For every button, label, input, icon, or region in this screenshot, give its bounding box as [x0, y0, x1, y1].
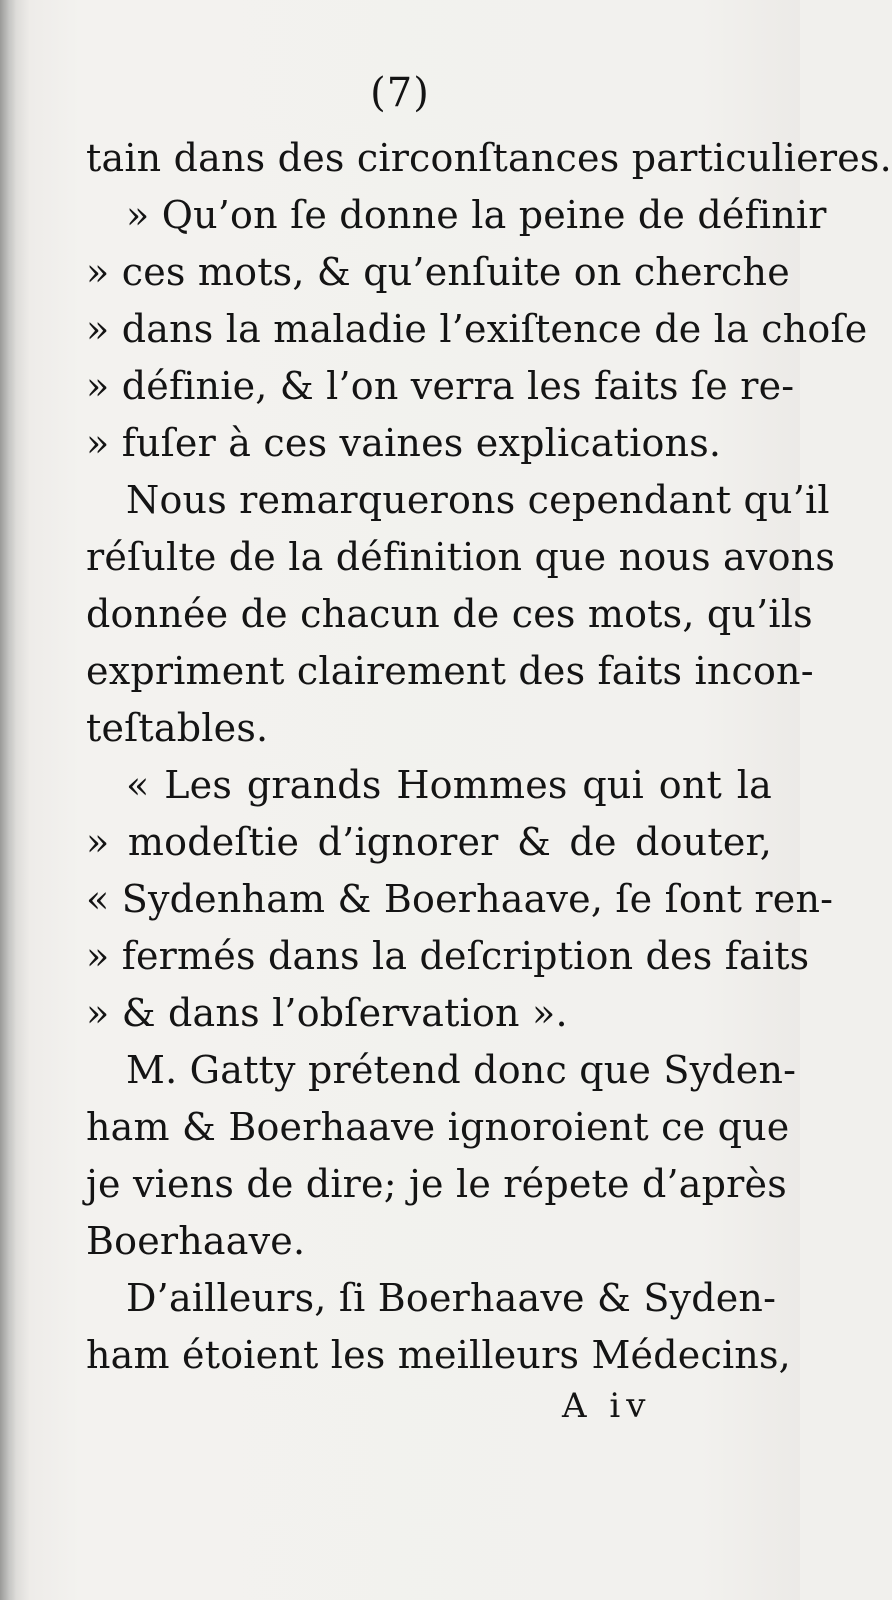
page-number: (7) — [370, 70, 430, 116]
text-line: Boerhaave. — [86, 1219, 306, 1263]
text-line: réſulte de la définition que nous avons — [86, 535, 836, 579]
text-line: » fermés dans la deſcription des faits — [86, 934, 810, 978]
body-text — [86, 130, 892, 1384]
text-line: tain dans des circonſtances particulieres. — [86, 136, 892, 180]
signature-mark: A iv — [562, 1386, 652, 1426]
text-line: M. Gatty prétend donc que Syden- — [126, 1048, 797, 1092]
text-line: « Les grands Hommes qui ont la — [126, 763, 772, 807]
text-line: ham & Boerhaave ignoroient ce que — [86, 1105, 790, 1149]
text-line: donnée de chacun de ces mots, qu’ils — [86, 592, 813, 636]
text-line: expriment clairement des faits incon- — [86, 649, 814, 693]
text-line: D’ailleurs, ſi Boerhaave & Syden- — [126, 1276, 777, 1320]
text-line: » modeſtie d’ignorer & de douter, — [86, 820, 772, 864]
text-line: » Qu’on ſe donne la peine de définir — [126, 193, 827, 237]
text-line: » dans la maladie l’exiſtence de la choſe — [86, 307, 868, 351]
text-line: « Sydenham & Boerhaave, ſe ſont ren- — [86, 877, 834, 921]
text-line: » & dans l’obſervation ». — [86, 991, 568, 1035]
text-line: teſtables. — [86, 706, 269, 750]
text-line: » définie, & l’on verra les faits ſe re- — [86, 364, 795, 408]
text-line: je viens de dire; je le répete d’après — [86, 1162, 787, 1206]
text-line: » ces mots, & qu’enſuite on cherche — [86, 250, 790, 294]
text-line: Nous remarquerons cependant qu’il — [126, 478, 830, 522]
text-line: » fuſer à ces vaines explications. — [86, 421, 722, 465]
text-line: ham étoient les meilleurs Médecins, — [86, 1333, 791, 1377]
binding-gutter — [0, 0, 16, 1600]
